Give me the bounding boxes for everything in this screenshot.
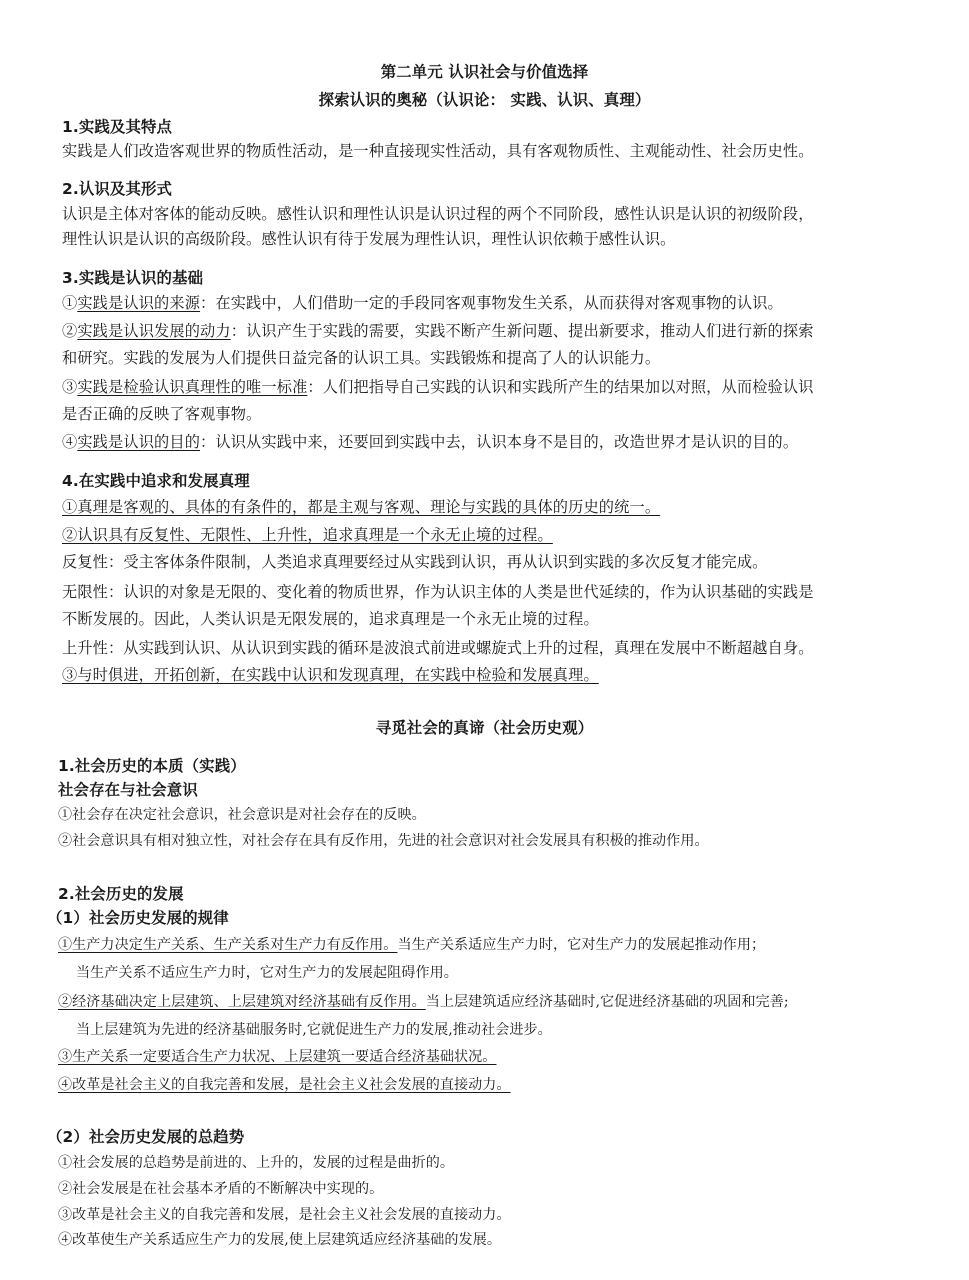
point-text: ：人们把指导自己实践的认识和实践所产生的结果加以对照，从而检验认识 — [307, 378, 814, 396]
key-phrase: 实践是认识发展的动力 — [77, 322, 231, 340]
lesson2-law1 — [58, 935, 765, 955]
lesson1-title: 探索认识的奥秘（认识论： 实践、认识、真理） — [318, 91, 651, 109]
lesson2-law3: ③生产关系一定要适合生产力状况、上层建筑一要适合经济基础状况。 — [58, 1049, 497, 1065]
section3-heading: 3.实践是认识的基础 — [62, 269, 204, 287]
lesson2-section1-heading: 1.社会历史的本质（实践） — [58, 757, 246, 775]
section3-point1 — [62, 293, 783, 313]
lesson2-section1-sub: 社会存在与社会意识 — [58, 781, 198, 799]
point-text: ：在实践中，人们借助一定的手段同客观事物发生关系，从而获得对客观事物的认识。 — [200, 294, 783, 312]
lesson2-law2-cont: 当上层建筑为先进的经济基础服务时,它就促进生产力的发展,推动社会进步。 — [76, 1022, 552, 1038]
key-phrase: ②经济基础决定上层建筑、上层建筑对经济基础有反作用。 — [58, 994, 426, 1010]
key-phrase: 实践是认识的目的 — [77, 433, 201, 451]
section2-line1: 认识是主体对客体的能动反映。感性认识和理性认识是认识过程的两个不同阶段，感性认识是认识的初级阶段， — [62, 205, 814, 223]
section1-heading: 1.实践及其特点 — [62, 118, 173, 136]
section4-point3: ③与时俱进，开拓创新，在实践中认识和发现真理，在实践中检验和发展真理。 — [62, 666, 599, 684]
section4-rising: 上升性：从实践到认识、从认识到实践的循环是波浪式前进或螺旋式上升的过程，真理在发展中不断超越自身。 — [62, 639, 814, 657]
section3-point2-cont: 和研究。实践的发展为人们提供日益完备的认识工具。实践锻炼和提高了人的认识能力。 — [62, 349, 661, 367]
unit-title: 第二单元 认识社会与价值选择 — [380, 63, 589, 81]
section3-point3 — [62, 377, 814, 397]
lesson2-section2-sub1: （1）社会历史发展的规律 — [47, 909, 229, 927]
section4-infinite-line1: 无限性：认识的对象是无限的、变化着的物质世界，作为认识主体的人类是世代延续的，作为认识基础的实践是 — [62, 583, 814, 601]
lesson2-law1-cont: 当生产关系不适应生产力时，它对生产力的发展起阻碍作用。 — [76, 965, 458, 981]
section2-heading: 2.认识及其形式 — [62, 180, 173, 198]
lesson2-section2-heading: 2.社会历史的发展 — [58, 885, 184, 903]
section2-line2: 理性认识是认识的高级阶段。感性认识有待于发展为理性认识，理性认识依赖于感性认识。 — [62, 230, 676, 248]
lesson2-trend3: ③改革是社会主义的自我完善和发展，是社会主义社会发展的直接动力。 — [58, 1207, 511, 1223]
lesson2-s1-point1: ①社会存在决定社会意识，社会意识是对社会存在的反映。 — [58, 807, 426, 823]
key-phrase: 实践是检验认识真理性的唯一标准 — [77, 378, 308, 396]
section4-infinite-line2: 不断发展的。因此，人类认识是无限发展的，追求真理是一个永无止境的过程。 — [62, 610, 599, 628]
lesson2-trend2: ②社会发展是在社会基本矛盾的不断解决中实现的。 — [58, 1181, 384, 1197]
lesson2-section2-sub2: （2）社会历史发展的总趋势 — [47, 1128, 245, 1146]
point-marker: ② — [62, 322, 78, 340]
section4-point2: ②认识具有反复性、无限性、上升性，追求真理是一个永无止境的过程。 — [62, 526, 553, 544]
lesson2-law4: ④改革是社会主义的自我完善和发展，是社会主义社会发展的直接动力。 — [58, 1077, 511, 1093]
section3-point2 — [62, 321, 814, 341]
section4-heading: 4.在实践中追求和发展真理 — [62, 472, 250, 490]
point-text: ：认识产生于实践的需要，实践不断产生新问题、提出新要求，推动人们进行新的探索 — [230, 322, 814, 340]
lesson2-s1-point2: ②社会意识具有相对独立性，对社会存在具有反作用，先进的社会意识对社会发展具有积极的推动作用。 — [58, 833, 709, 849]
point-text: ：认识从实践中来，还要回到实践中去，认识本身不是目的，改造世界才是认识的目的。 — [200, 433, 799, 451]
key-phrase: ①生产力决定生产关系、生产关系对生产力有反作用。 — [58, 937, 398, 953]
lesson2-trend4: ④改革使生产关系适应生产力的发展,使上层建筑适应经济基础的发展。 — [58, 1232, 501, 1248]
point-marker: ④ — [62, 433, 78, 451]
key-phrase: 实践是认识的来源 — [77, 294, 201, 312]
section1-text: 实践是人们改造客观世界的物质性活动，是一种直接现实性活动，具有客观物质性、主观能动性、社会历史性。 — [62, 142, 814, 160]
point-text: 当上层建筑适应经济基础时,它促进经济基础的巩固和完善; — [425, 994, 789, 1010]
lesson2-law2 — [58, 992, 789, 1012]
section4-repeat: 反复性：受主客体条件限制，人类追求真理要经过从实践到认识，再从认识到实践的多次反复才能完成。 — [62, 553, 768, 571]
lesson2-title: 寻觅社会的真谛（社会历史观） — [375, 719, 594, 737]
section3-point4 — [62, 432, 798, 452]
section3-point3-cont: 是否正确的反映了客观事物。 — [62, 405, 262, 423]
point-text: 当生产关系适应生产力时，它对生产力的发展起推动作用； — [397, 937, 766, 953]
point-marker: ③ — [62, 378, 78, 396]
lesson2-trend1: ①社会发展的总趋势是前进的、上升的，发展的过程是曲折的。 — [58, 1155, 455, 1171]
section4-point1: ①真理是客观的、具体的有条件的，都是主观与客观、理论与实践的具体的历史的统一。 — [62, 498, 661, 516]
point-marker: ① — [62, 294, 78, 312]
